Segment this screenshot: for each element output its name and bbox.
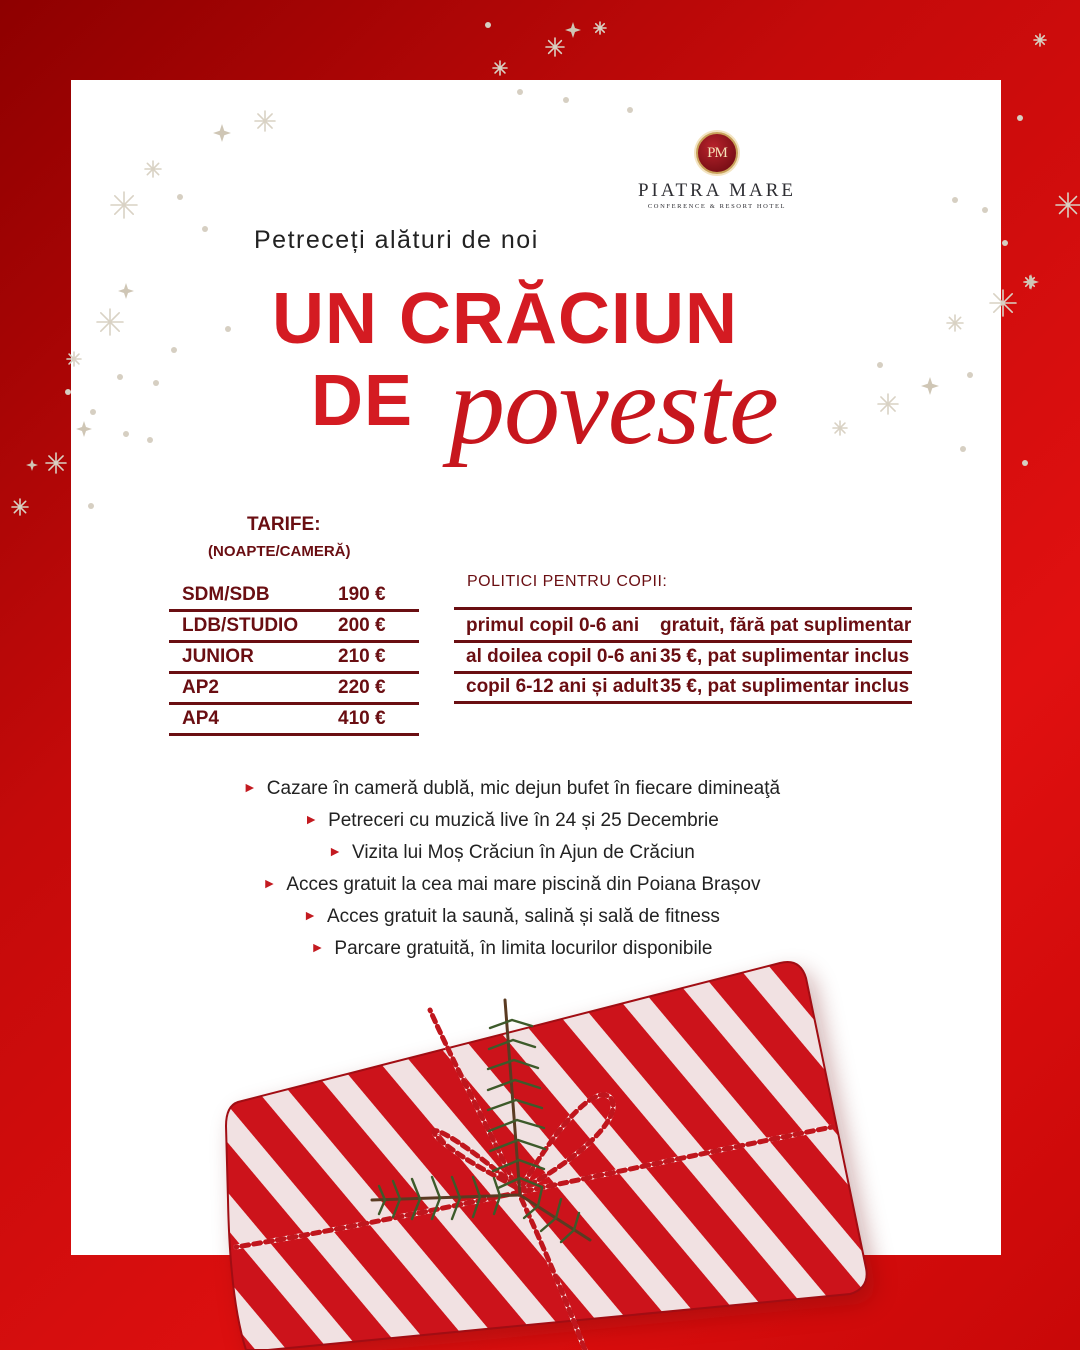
rates-title: TARIFE:: [247, 514, 321, 535]
feature-item: ► Vizita lui Moș Crăciun în Ajun de Crăciun: [328, 842, 695, 863]
room-type: AP4: [182, 708, 219, 729]
room-type: SDM/SDB: [182, 584, 270, 605]
headline-script: poveste: [449, 344, 778, 468]
arrow-bullet-icon: ►: [328, 843, 342, 859]
room-price: 210 €: [338, 646, 386, 667]
room-price: 220 €: [338, 677, 386, 698]
policy-who: primul copil 0-6 ani: [466, 615, 640, 636]
feature-item: ► Acces gratuit la cea mai mare piscină din Poiana Brașov: [262, 874, 761, 895]
logo-subtitle: CONFERENCE & RESORT HOTEL: [647, 203, 787, 210]
arrow-bullet-icon: ►: [304, 811, 319, 827]
room-price: 190 €: [338, 584, 386, 605]
feature-item: ► Acces gratuit la saună, salină și sală de fitness: [303, 906, 720, 927]
room-price: 200 €: [338, 615, 386, 636]
arrow-bullet-icon: ►: [310, 939, 325, 955]
rates-subtitle: (NOAPTE/CAMERĂ): [208, 543, 351, 560]
room-type: JUNIOR: [182, 646, 254, 667]
headline-line2-bold: DE: [311, 361, 414, 441]
room-price: 410 €: [338, 708, 386, 729]
logo-name: PIATRA MARE: [637, 180, 797, 201]
arrow-bullet-icon: ►: [303, 907, 317, 923]
tagline: Petreceți alături de noi: [254, 226, 539, 254]
feature-item: ► Petreceri cu muzică live în 24 și 25 Decembrie: [304, 810, 719, 831]
arrow-bullet-icon: ►: [242, 779, 257, 795]
logo-monogram: PM: [696, 132, 738, 174]
room-type: AP2: [182, 677, 219, 698]
headline-line1: UN CRĂCIUN: [272, 279, 738, 359]
policy-who: al doilea copil 0-6 ani: [466, 646, 658, 667]
policy-value: 35 €, pat suplimentar inclus: [660, 676, 910, 697]
policy-value: 35 €, pat suplimentar inclus: [660, 646, 910, 667]
feature-item: ► Parcare gratuită, în limita locurilor disponibile: [310, 938, 713, 959]
child-policy-title: POLITICI PENTRU COPII:: [467, 573, 668, 590]
feature-item: ► Cazare în cameră dublă, mic dejun bufet în fiecare dimineaţă: [242, 778, 781, 799]
room-type: LDB/STUDIO: [182, 615, 299, 636]
policy-who: copil 6-12 ani și adult: [466, 676, 659, 697]
policy-value: gratuit, fără pat suplimentar: [660, 615, 912, 636]
arrow-bullet-icon: ►: [262, 875, 277, 891]
